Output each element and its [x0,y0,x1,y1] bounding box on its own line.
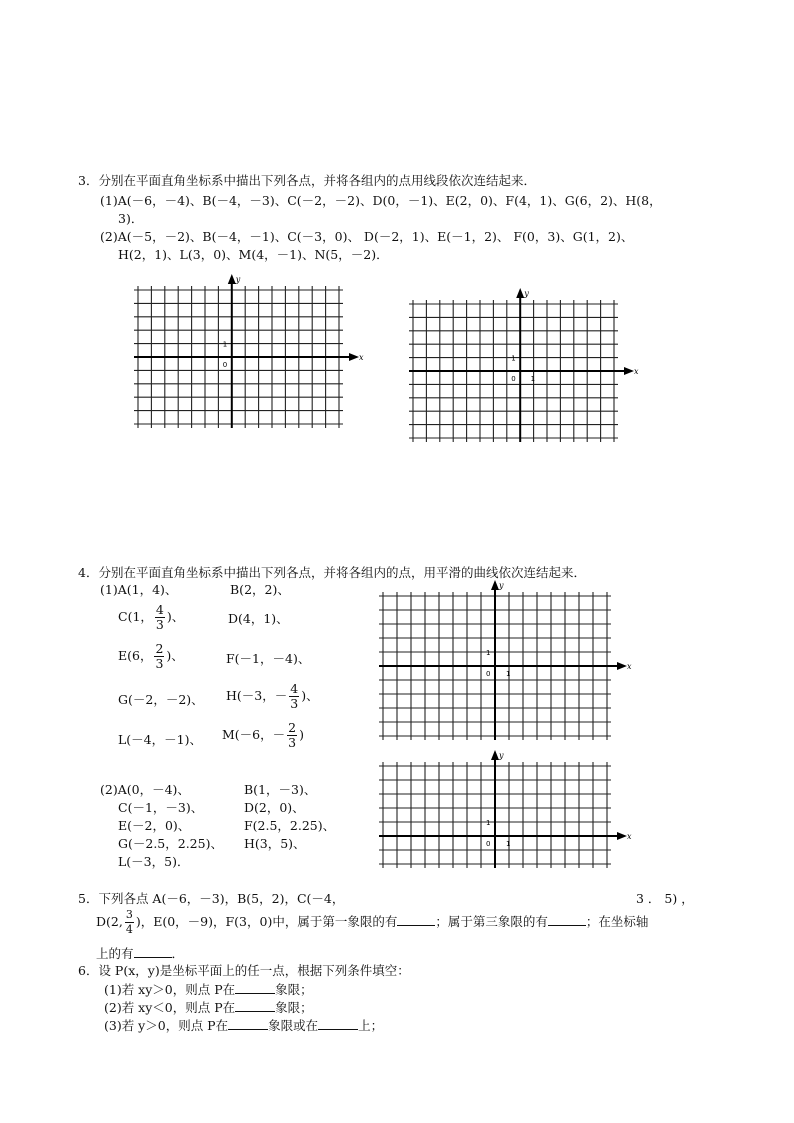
x-axis-label: x [634,367,639,376]
q4-point-e: E(6， $\frac{2}{3}$ )、 [118,641,184,671]
x-unit-label: 1 [506,670,511,678]
q4-point-b: B(2，2)、 [230,582,290,597]
x-axis-arrow [349,353,359,361]
y-axis-label: y [499,751,504,760]
q3-part2-line2: H(2，1)、L(3，0)、M(4，－1)、N(5，－2)． [118,247,389,262]
answer-blank-on-axis[interactable] [134,945,172,958]
x-axis-arrow [624,367,634,375]
q4-g2-point-g: G(－2.5，2.25)、 [118,836,223,851]
y-axis-label: y [235,275,241,284]
q4-g2-point-e: E(－2，0)、 [118,818,191,833]
answer-blank-third-quadrant[interactable] [548,913,586,926]
answer-blank-6-2[interactable] [235,999,275,1012]
q3-part1-line2: 3)． [118,211,144,226]
coordinate-grid-q4-bottom [375,751,632,868]
q3-part2-line1: (2)A(－5，－2)、B(－4，－1)、C(－3，0)、 D(－2，1)、E(－1，2)、 F(0，3)、G(1，2)、 [100,229,634,244]
x-axis-label: x [627,662,632,671]
q4-point-l: L(－4，－1)、 [118,732,202,747]
y-axis-label: y [524,289,529,298]
q5-line2: D(2, $\frac{3}{4}$ )，E(0，－9)，F(3，0)中，属于第一象限的有 ；属于第三象限的有 ；在坐标轴 [96,908,649,936]
answer-blank-first-quadrant[interactable] [397,913,435,926]
x-axis-label: x [627,832,632,841]
q6-title: 6．设 P(x，y)是坐标平面上的任一点，根据下列条件填空： [78,963,410,978]
q4-point-a: (1)A(1，4)、 [100,582,178,597]
q4-g2-point-b: B(1，－3)、 [244,782,317,797]
q4-g2-point-l: L(－3，5)． [118,854,190,869]
coordinate-grid-q4-top [375,581,632,740]
origin-label: 0 [511,375,516,383]
q4-point-g: G(－2，－2)、 [118,692,204,707]
q5-line3: 上的有 ． [96,946,185,961]
x-unit-label: 1 [530,375,536,383]
q4-g2-point-h: H(3，5)、 [244,836,306,851]
answer-blank-6-3b[interactable] [318,1017,358,1030]
unit-label: 1 [511,354,516,363]
unit-label: 1 [486,819,491,827]
q6-sub1: (1)若 xy＞0，则点 P在 象限； [104,982,313,997]
y-axis-label: y [499,581,504,590]
q4-title: 4．分别在平面直角坐标系中描出下列各点，并将各组内的点，用平滑的曲线依次连结起来． [78,565,586,580]
y-axis-arrow [516,288,524,298]
y-axis-arrow [228,274,236,284]
origin-label: 0 [486,670,491,678]
q3-title: 3．分别在平面直角坐标系中描出下列各点，并将各组内的点用线段依次连结起来． [78,173,536,188]
unit-label: 1 [222,340,228,349]
coordinate-grid-q3-left [130,275,364,414]
y-axis-arrow [491,580,499,590]
q4-g2-point-f: F(2.5，2.25)、 [244,818,336,833]
origin-label: 0 [222,361,228,369]
q5-line1-end: 3 ． 5) ， [636,891,694,906]
q4-point-h: H(－3，－ $\frac{4}{3}$ )、 [226,681,319,711]
y-axis-arrow [491,750,499,760]
q4-point-d: D(4，1)、 [228,611,289,626]
origin-label: 0 [486,840,491,848]
q4-point-m: M(－6，－ $\frac{2}{3}$ ) [222,720,304,750]
q4-g2-point-c: C(－1，－3)、 [118,800,204,815]
unit-label: 1 [486,649,491,657]
q4-g2-point-a: (2)A(0，－4)、 [100,782,190,797]
q3-part1-line1: (1)A(－6，－4)、B(－4，－3)、C(－2，－2)、D(0，－1)、E(2，0)、F(4，1)、G(6，2)、H(8， [100,193,662,208]
q4-point-c: C(1， $\frac{4}{3}$ )、 [118,602,185,632]
x-unit-label: 1 [506,840,511,848]
coordinate-grid-q3-right [405,289,639,428]
q4-point-f: F(－1，－4)、 [226,651,311,666]
q6-sub3: (3)若 y＞0，则点 P在 象限或在 上； [104,1018,384,1033]
x-axis-arrow [617,662,627,670]
answer-blank-6-3a[interactable] [228,1017,268,1030]
q4-g2-point-d: D(2，0)、 [244,800,305,815]
x-axis-label: x [359,353,364,362]
answer-blank-6-1[interactable] [235,981,275,994]
q6-sub2: (2)若 xy＜0，则点 P在 象限； [104,1000,313,1015]
x-axis-arrow [617,832,627,840]
q5-line1-start: 5．下列各点 A(－6，－3)，B(5，2)，C(－4， [78,891,345,906]
